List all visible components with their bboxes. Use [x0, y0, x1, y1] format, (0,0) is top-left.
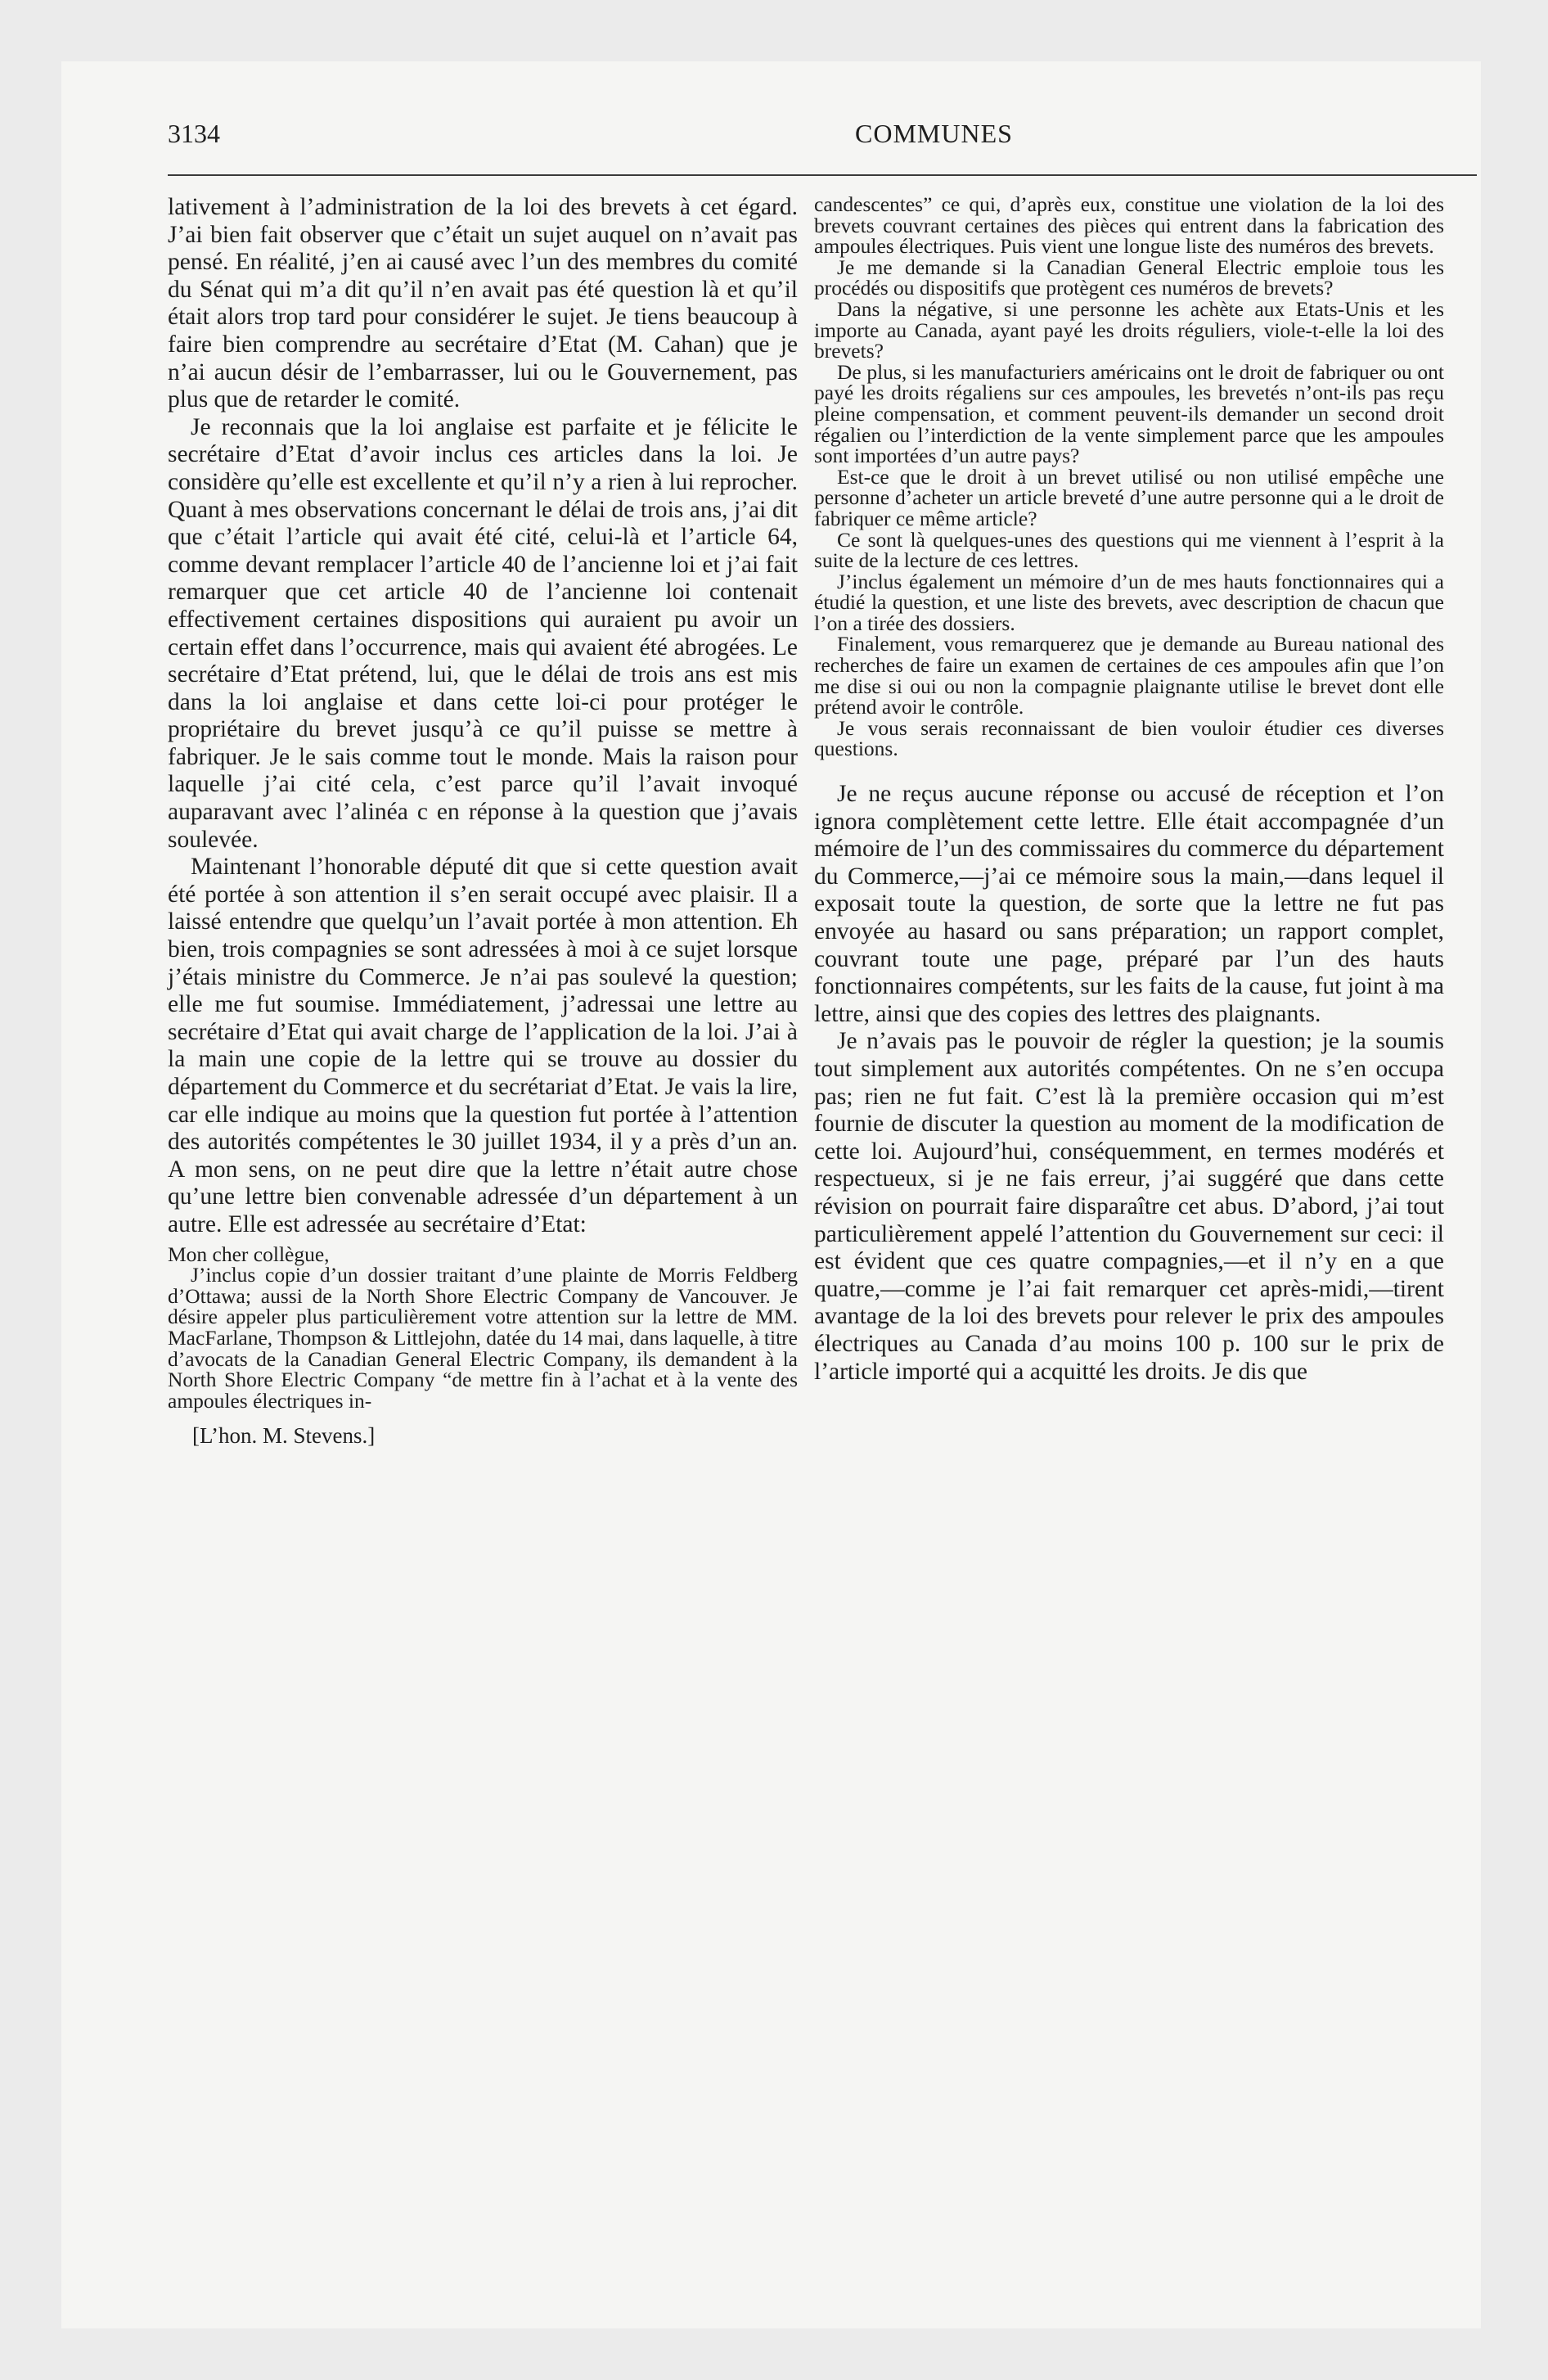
paragraph: lativement à l’administration de la loi des brevets à cet égard. J’ai bien fait observer que c’était un sujet auquel on n’avait pas pensé. En réalité, j’en ai causé avec l’un des membres du comité du Sénat qui m’a dit qu’il n’en avait pas été question là et qu’il était alors trop tard pour considérer le sujet. Je tiens beaucoup à faire bien comprendre au secrétaire d’Etat (M. Cahan) que je n’ai aucun désir de l’embarrasser, lui ou le Gouvernement, pas plus que de retarder le comité.	[168, 194, 798, 413]
page-header	[168, 119, 1477, 168]
letter-paragraph: Est-ce que le droit à un brevet utilisé ou non utilisé empêche une personne d’acheter un article breveté d’une autre personne qui a le droit de fabriquer ce même article?	[814, 464, 1444, 530]
spacer	[814, 760, 1444, 781]
letter-paragraph: De plus, si les manufacturiers américains ont le droit de fabriquer ou ont payé les droits régaliens sur ces ampoules, les brevetés n’ont-ils pas reçu pleine compensation, et comment peuvent-ils demander un second droit régalien ou l’interdiction de la vente simplement parce que les ampoules sont importées d’un autre pays?	[814, 359, 1444, 468]
paragraph: Je ne reçus aucune réponse ou accusé de réception et l’on ignora complètement cette lettre. Elle était accompagnée d’un mémoire de l’un des commissaires du commerce du département du Commerce,—j’ai ce mémoire sous la main,—dans lequel il exposait toute la question, de sorte que la lettre ne fut pas envoyée au hasard ou sans préparation; un rapport complet, couvrant toute une page, préparé par l’un des hauts fonctionnaires compétents, sur les faits de la cause, fut joint à ma lettre, ainsi que des copies des lettres des plaignants.	[814, 781, 1444, 1027]
left-column	[168, 194, 798, 1450]
letter-paragraph: Finalement, vous remarquerez que je demande au Bureau national des recherches de faire un examen de certaines de ces ampoules afin que l’on me dise si oui ou non la compagnie plaignante utilise le brevet dont elle prétend avoir le contrôle.	[814, 632, 1444, 719]
quoted-letter	[168, 1244, 798, 1412]
speech-continued	[814, 781, 1444, 1386]
letter-paragraph: J’inclus copie d’un dossier traitant d’une plainte de Morris Feldberg d’Ottawa; aussi de la North Shore Electric Company de Vancouver. Je désire appeler plus particulièrement votre attention sur la lettre de MM. MacFarlane, Thompson & Littlejohn, datée du 14 mai, dans laquelle, à titre d’avocats de la Canadian General Electric Company, ils demandent à la North Shore Electric Company “de mettre fin à l’achat et à la vente des ampoules électriques in-	[168, 1263, 798, 1413]
running-title: COMMUNES	[855, 119, 1013, 148]
letter-paragraph: Ce sont là quelques-unes des questions qui me viennent à l’esprit à la suite de la lecture de ces lettres.	[814, 527, 1444, 573]
letter-paragraph: Dans la négative, si une personne les achète aux Etats-Unis et les importe au Canada, ayant payé les droits réguliers, viole-t-elle la loi des brevets?	[814, 296, 1444, 363]
letter-paragraph: Je me demande si la Canadian General Electric emploie tous les procédés ou dispositifs que protègent ces numéros de brevets?	[814, 255, 1444, 300]
speaker-attribution: [L’hon. M. Stevens.]	[192, 1423, 376, 1449]
header-rule	[168, 174, 1477, 176]
page	[61, 61, 1481, 2328]
paragraph: Maintenant l’honorable député dit que si cette question avait été portée à son attention il s’en serait occupé avec plaisir. Il a laissé entendre que quelqu’un l’avait portée à mon attention. Eh bien, trois compagnies se sont adressées à moi à ce sujet lorsque j’étais ministre du Commerce. Je n’ai pas soulevé la question; elle me fut soumise. Immédiatement, j’adressai une lettre au secrétaire d’Etat qui avait charge de l’application de la loi. J’ai à la main une copie de la lettre qui se trouve au dossier du département du Commerce et du secrétariat d’Etat. Je vais la lire, car elle indique au moins que la question fut portée à l’attention des autorités compétentes le 30 juillet 1934, il y a près d’un an. A mon sens, on ne peut dire que la lettre n’était autre chose qu’une lettre bien convenable adressée d’un département à un autre. Elle est adressée au secrétaire d’Etat:	[168, 854, 798, 1237]
paragraph: Je n’avais pas le pouvoir de régler la question; je la soumis tout simplement aux autorités compétentes. On ne s’en occupa pas; rien ne fut fait. C’est là la première occasion qui m’est fournie de discuter la question au moment de la modification de cette loi. Aujourd’hui, conséquemment, en termes modérés et respectueux, si je ne fais erreur, j’ai suggéré que dans cette révision on pourrait faire disparaître cet abus. D’abord, j’ai tout particulièrement appelé l’attention du Gouvernement sur ceci: il est évident que ces quatre compagnies,—et il n’y en a que quatre,—comme je l’ai fait remarquer cet après-midi,—tirent avantage de la loi des brevets pour relever le prix des ampoules électriques au Canada d’au moins 100 p. 100 sur le prix de l’article importé qui a acquitté les droits. Je dis que	[814, 1028, 1444, 1385]
letter-paragraph: candescentes” ce qui, d’après eux, constitue une violation de la loi des brevets couvrant certaines des pièces qui entrent dans la fabrication des ampoules électriques. Puis vient une longue liste des numéros des brevets.	[814, 192, 1444, 259]
quoted-letter-continued	[814, 194, 1444, 760]
paragraph: Je reconnais que la loi anglaise est parfaite et je félicite le secrétaire d’Etat d’avoir inclus ces articles dans la loi. Je considère qu’elle est excellente et qu’il n’y a rien à lui reprocher. Quant à mes observations concernant le délai de trois ans, j’ai dit que c’était l’article qui avait été cité, celui-là et l’article 64, comme devant remplacer l’article 40 de l’ancienne loi et j’ai fait remarquer que cet article 40 de l’ancienne loi contenait effectivement certaines dispositions qui auraient pu avoir un certain effet dans l’occurrence, mais qui avaient été abrogées. Le secrétaire d’Etat prétend, lui, que le délai de trois ans est mis dans la loi anglaise et dans cette loi-ci pour protéger le propriétaire du brevet jusqu’à ce qu’il puisse se mettre à fabriquer. Je le sais comme tout le monde. Mais la raison pour laquelle j’ai cité cela, c’est parce qu’il l’avait invoqué auparavant avec l’alinéa c en réponse à la question que j’avais soulevée.	[168, 413, 798, 853]
letter-paragraph: J’inclus également un mémoire d’un de mes hauts fonctionnaires qui a étudié la question, et une liste des brevets, avec description de chacun que l’on a tirée des dossiers.	[814, 569, 1444, 635]
right-column	[814, 194, 1444, 1386]
page-number: 3134	[168, 119, 220, 148]
letter-paragraph: Je vous serais reconnaissant de bien vouloir étudier ces diverses questions.	[814, 715, 1444, 761]
letter-salutation: Mon cher collègue,	[168, 1242, 330, 1266]
